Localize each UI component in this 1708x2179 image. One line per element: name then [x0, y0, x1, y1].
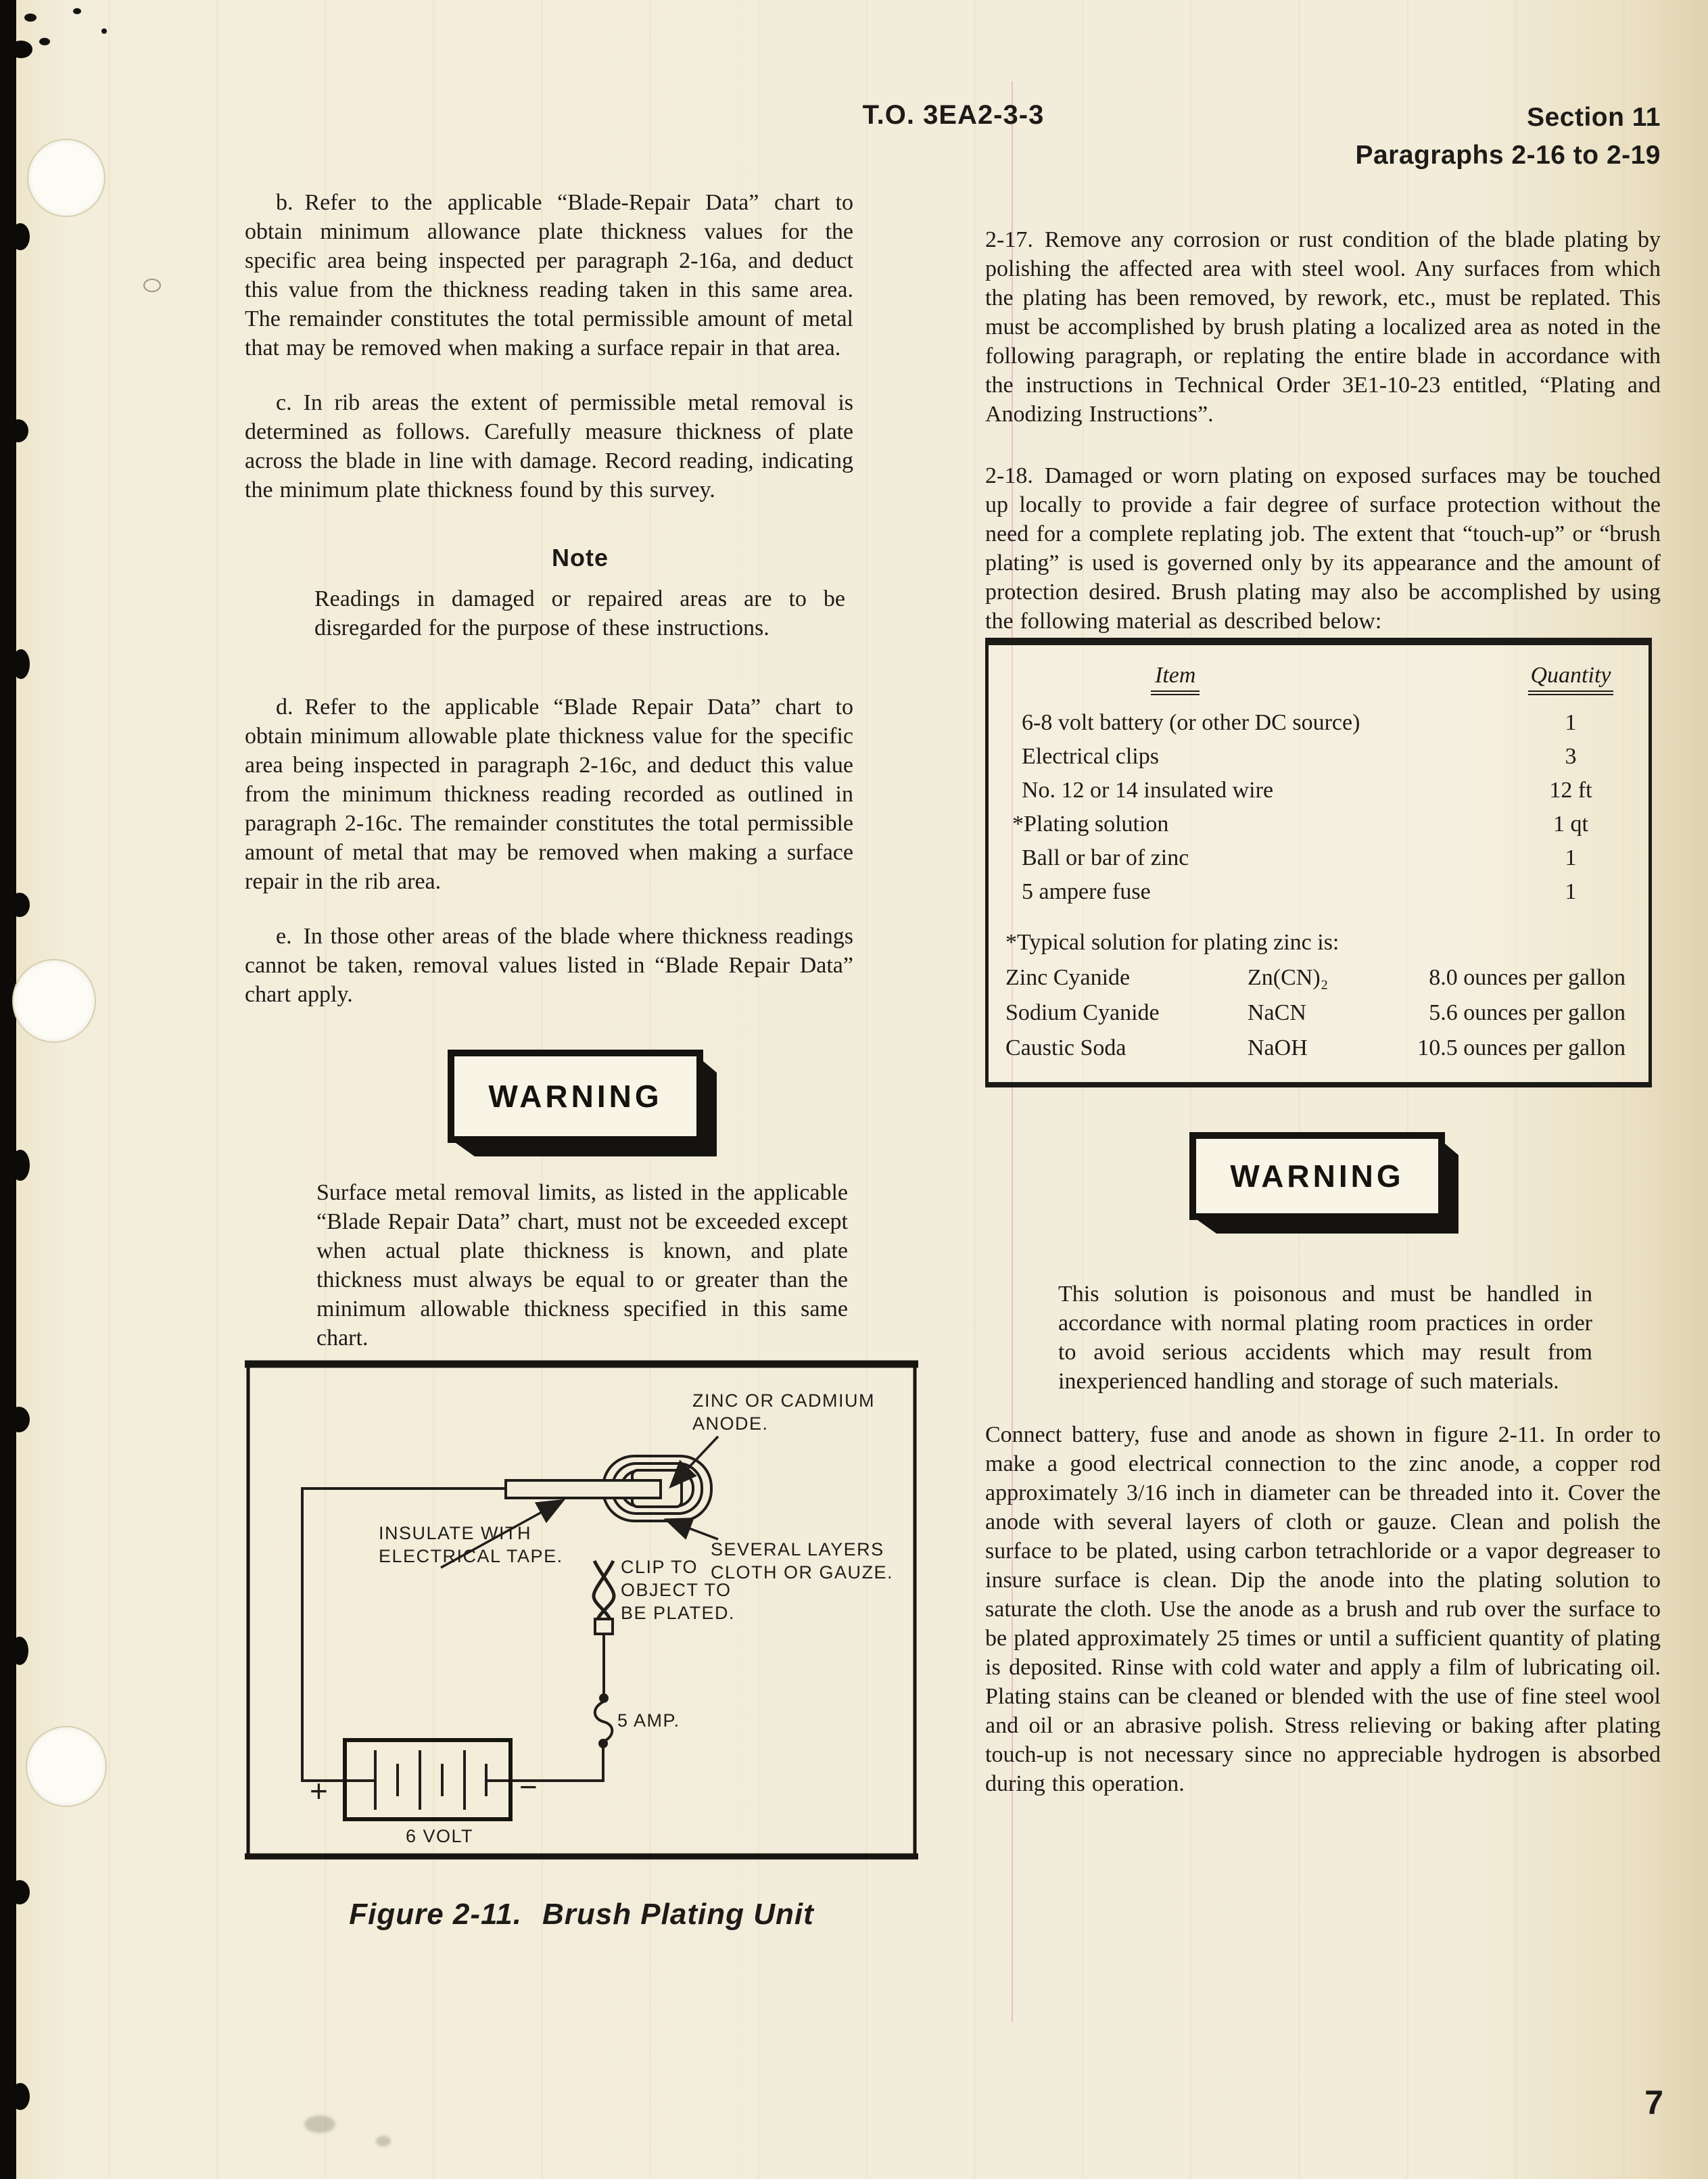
table-row: [1005, 706, 1628, 740]
edge-blob: [11, 223, 30, 250]
left-column: [245, 188, 894, 1931]
binding-edge: [0, 0, 16, 2179]
right-column: [985, 225, 1661, 1798]
anode-label-line2: ANODE.: [692, 1413, 769, 1434]
table-row: [1005, 807, 1628, 841]
smudge: [376, 2136, 391, 2147]
warning-box: [1189, 1132, 1445, 1220]
insulate-label-line2: ELECTRICAL TAPE.: [379, 1546, 563, 1566]
edge-blob: [8, 1407, 30, 1432]
figure-caption-title: Brush Plating Unit: [542, 1898, 814, 1931]
table-row: [1005, 774, 1628, 807]
note-body: Readings in damaged or repaired areas are to be disregarded for the purpose of these instructions.: [314, 586, 845, 640]
solution-row: [1005, 960, 1628, 995]
chemical-formula: NaOH: [1248, 1035, 1308, 1060]
punch-hole: [27, 139, 105, 217]
chemical-name: Caustic Soda: [1005, 1035, 1126, 1060]
chemical-formula: NaCN: [1248, 1000, 1306, 1025]
quantity-cell: 1: [1565, 710, 1577, 735]
quantity-cell: 1: [1565, 879, 1577, 904]
figure-caption: [245, 1898, 918, 1931]
figure-2-11: [245, 1358, 918, 1862]
anode-label-line1: ZINC OR CADMIUM: [692, 1390, 875, 1411]
warning-body: Surface metal removal limits, as listed in the applicable “Blade Repair Data” chart, must not be exceeded except when actual plate thickness is known, and plate thickness must always be equal to or greater than the minimum allowable thickness specified in this same chart.: [316, 1180, 848, 1351]
chemical-amount: 10.5 ounces per gallon: [1417, 1035, 1626, 1060]
paragraph-connect-battery: Connect battery, fuse and anode as shown in figure 2-11. In order to make a good electrical connection to the zinc anode, a copper rod approximately 3/16 inch in diameter can be threaded into it. Cover the anode with several layers of cloth or gauze. Clean and polish the surface to be plated, using carbon tetrachloride or a vapor degreaser to insure surface is clean. Dip the anode into the plating solution to saturate the cloth. Use the anode as a brush and rub over the surface to be plated approximately 25 times or until a sufficient quantity of plating is deposited. Rinse with cold water and apply a film of lubricating oil. Plating stains can be cleaned or blended with the use of fine steel wool and oil or an abrasive polish. Stress relieving or baking after plating touch-up is not necessary since no appreciable hydrogen is absorbed during this operation.: [985, 1422, 1661, 1796]
quantity-cell: 12 ft: [1549, 778, 1592, 803]
item-cell: Ball or bar of zinc: [1022, 845, 1189, 870]
layers-arrow: [668, 1520, 718, 1539]
edge-blob: [11, 1637, 28, 1665]
solution-row: [1005, 1031, 1628, 1066]
edge-blob: [9, 893, 30, 917]
materials-table-rows: [1005, 706, 1628, 909]
edge-blob: [8, 419, 28, 442]
battery-plus-symbol: +: [310, 1773, 328, 1808]
quantity-cell: 3: [1565, 744, 1577, 769]
section-label: Section 11: [1527, 103, 1661, 132]
item-cell: *Plating solution: [1012, 812, 1169, 837]
chemical-amount: 5.6 ounces per gallon: [1429, 1000, 1626, 1025]
item-cell: 5 ampere fuse: [1022, 879, 1151, 904]
dust-speck: [39, 38, 50, 45]
chemical-formula: Zn(CN)₂: [1248, 965, 1329, 990]
materials-table: [985, 638, 1652, 1087]
technical-order-number: T.O. 3EA2-3-3: [862, 100, 1045, 130]
dust-speck: [24, 14, 37, 22]
column-header-quantity: Quantity: [1528, 663, 1614, 695]
brush-plating-diagram: [245, 1358, 918, 1862]
dust-speck: [73, 8, 81, 14]
table-row: [1005, 740, 1628, 774]
solution-rows: [1005, 960, 1628, 1066]
clip-label-line1: CLIP TO: [621, 1557, 698, 1577]
punch-hole: [26, 1726, 107, 1807]
fuse-symbol: [595, 1693, 612, 1748]
table-row: [1005, 875, 1628, 909]
clip-label-line3: BE PLATED.: [621, 1603, 736, 1623]
insulated-handle: [506, 1480, 661, 1498]
smudge: [304, 2115, 335, 2133]
solution-row: [1005, 995, 1628, 1031]
paragraphs-range-label: Paragraphs 2-16 to 2-19: [1355, 141, 1661, 170]
page-number: 7: [1644, 2084, 1663, 2122]
edge-blob: [11, 1150, 30, 1181]
battery-minus-symbol: −: [519, 1769, 538, 1804]
chemical-name: Zinc Cyanide: [1005, 965, 1131, 990]
warning-box: [448, 1050, 703, 1143]
item-cell: 6-8 volt battery (or other DC source): [1022, 710, 1360, 735]
paragraph-2-16e: e. In those other areas of the blade where thickness readings cannot be taken, removal values listed in “Blade Repair Data” chart apply.: [245, 924, 853, 1007]
wire-negative: [486, 1748, 603, 1781]
warning-heading: WARNING: [1230, 1158, 1404, 1194]
paragraph-2-18: 2-18. Damaged or worn plating on exposed surfaces may be touched up locally to provide a fair degree of surface protection without the need for a complete replating job. The extent that “touch-up” or “brush plating” is used is governed only by its appearance and the amount of protection desired. Brush plating may also be accomplished by using the following material as described below:: [985, 463, 1661, 634]
edge-blob: [9, 1880, 30, 1904]
paragraph-2-16d: d. Refer to the applicable “Blade Repair Data” chart to obtain minimum allowable plate thickness value for the specific area being inspected in paragraph 2-16c, and deduct this value from the minimum thickness reading recorded as outlined in paragraph 2-16c. The remainder constitutes the total permissible amount of metal that may be removed when making a surface repair in the rib area.: [245, 695, 853, 894]
chemical-amount: 8.0 ounces per gallon: [1429, 965, 1626, 990]
quantity-cell: 1: [1565, 845, 1577, 870]
table-row: [1005, 841, 1628, 875]
layers-label-line2: CLOTH OR GAUZE.: [711, 1562, 894, 1583]
battery-voltage-label: 6 VOLT: [406, 1826, 474, 1846]
edge-blob: [11, 2083, 30, 2110]
fuse-label: 5 AMP.: [617, 1710, 680, 1731]
paragraph-2-16c: c. In rib areas the extent of permissible metal removal is determined as follows. Carefully measure thickness of plate across the blade in line with damage. Record reading, indicating the minimum plate thickness found by this survey.: [245, 390, 853, 502]
insulate-label-line1: INSULATE WITH: [379, 1523, 532, 1543]
note-heading: Note: [552, 544, 609, 571]
edge-blob: [12, 649, 30, 679]
figure-caption-number: Figure 2-11.: [349, 1898, 522, 1931]
item-cell: No. 12 or 14 insulated wire: [1022, 778, 1274, 803]
quantity-cell: 1 qt: [1553, 812, 1588, 837]
paragraph-2-17: 2-17. Remove any corrosion or rust condition of the blade plating by polishing the affected area with steel wool. Any surfaces from which the plating has been removed, by rework, etc., must be replated. This must be accomplished by brush plating a localized area as noted in the following paragraph, or replating the entire blade in accordance with the instructions in Technical Order 3E1-10-23 entitled, “Plating and Anodizing Instructions”.: [985, 227, 1661, 427]
table-footnote-title: *Typical solution for plating zinc is:: [1005, 930, 1339, 955]
chemical-name: Sodium Cyanide: [1005, 1000, 1160, 1025]
paragraph-2-16b: b. Refer to the applicable “Blade-Repair Data” chart to obtain minimum allowance plate thickness values for the specific area being inspected per paragraph 2-16a, and deduct this value from the thickness reading taken in this same area. The remainder constitutes the total permissible amount of metal that may be removed when making a surface repair in that area.: [245, 190, 853, 360]
dust-speck: [101, 28, 107, 34]
figure-border: [248, 1363, 915, 1857]
alligator-clip: [594, 1561, 614, 1634]
column-header-item: Item: [1151, 663, 1200, 695]
clip-label-line2: OBJECT TO: [621, 1580, 732, 1600]
warning-box-frame: [448, 1050, 703, 1143]
item-cell: Electrical clips: [1022, 744, 1159, 769]
punch-hole: [12, 959, 96, 1043]
materials-table-header: [1005, 663, 1628, 695]
warning-heading: WARNING: [488, 1079, 663, 1114]
layers-label-line1: SEVERAL LAYERS: [711, 1539, 884, 1560]
header-right: [1271, 99, 1661, 174]
ink-ring: [143, 279, 161, 292]
warning-box-frame: [1189, 1132, 1445, 1220]
warning-body: This solution is poisonous and must be handled in accordance with normal plating room practices in order to avoid serious accidents which may result from inexperienced handling and storage of such materials.: [1058, 1282, 1592, 1394]
edge-blob: [9, 41, 32, 58]
